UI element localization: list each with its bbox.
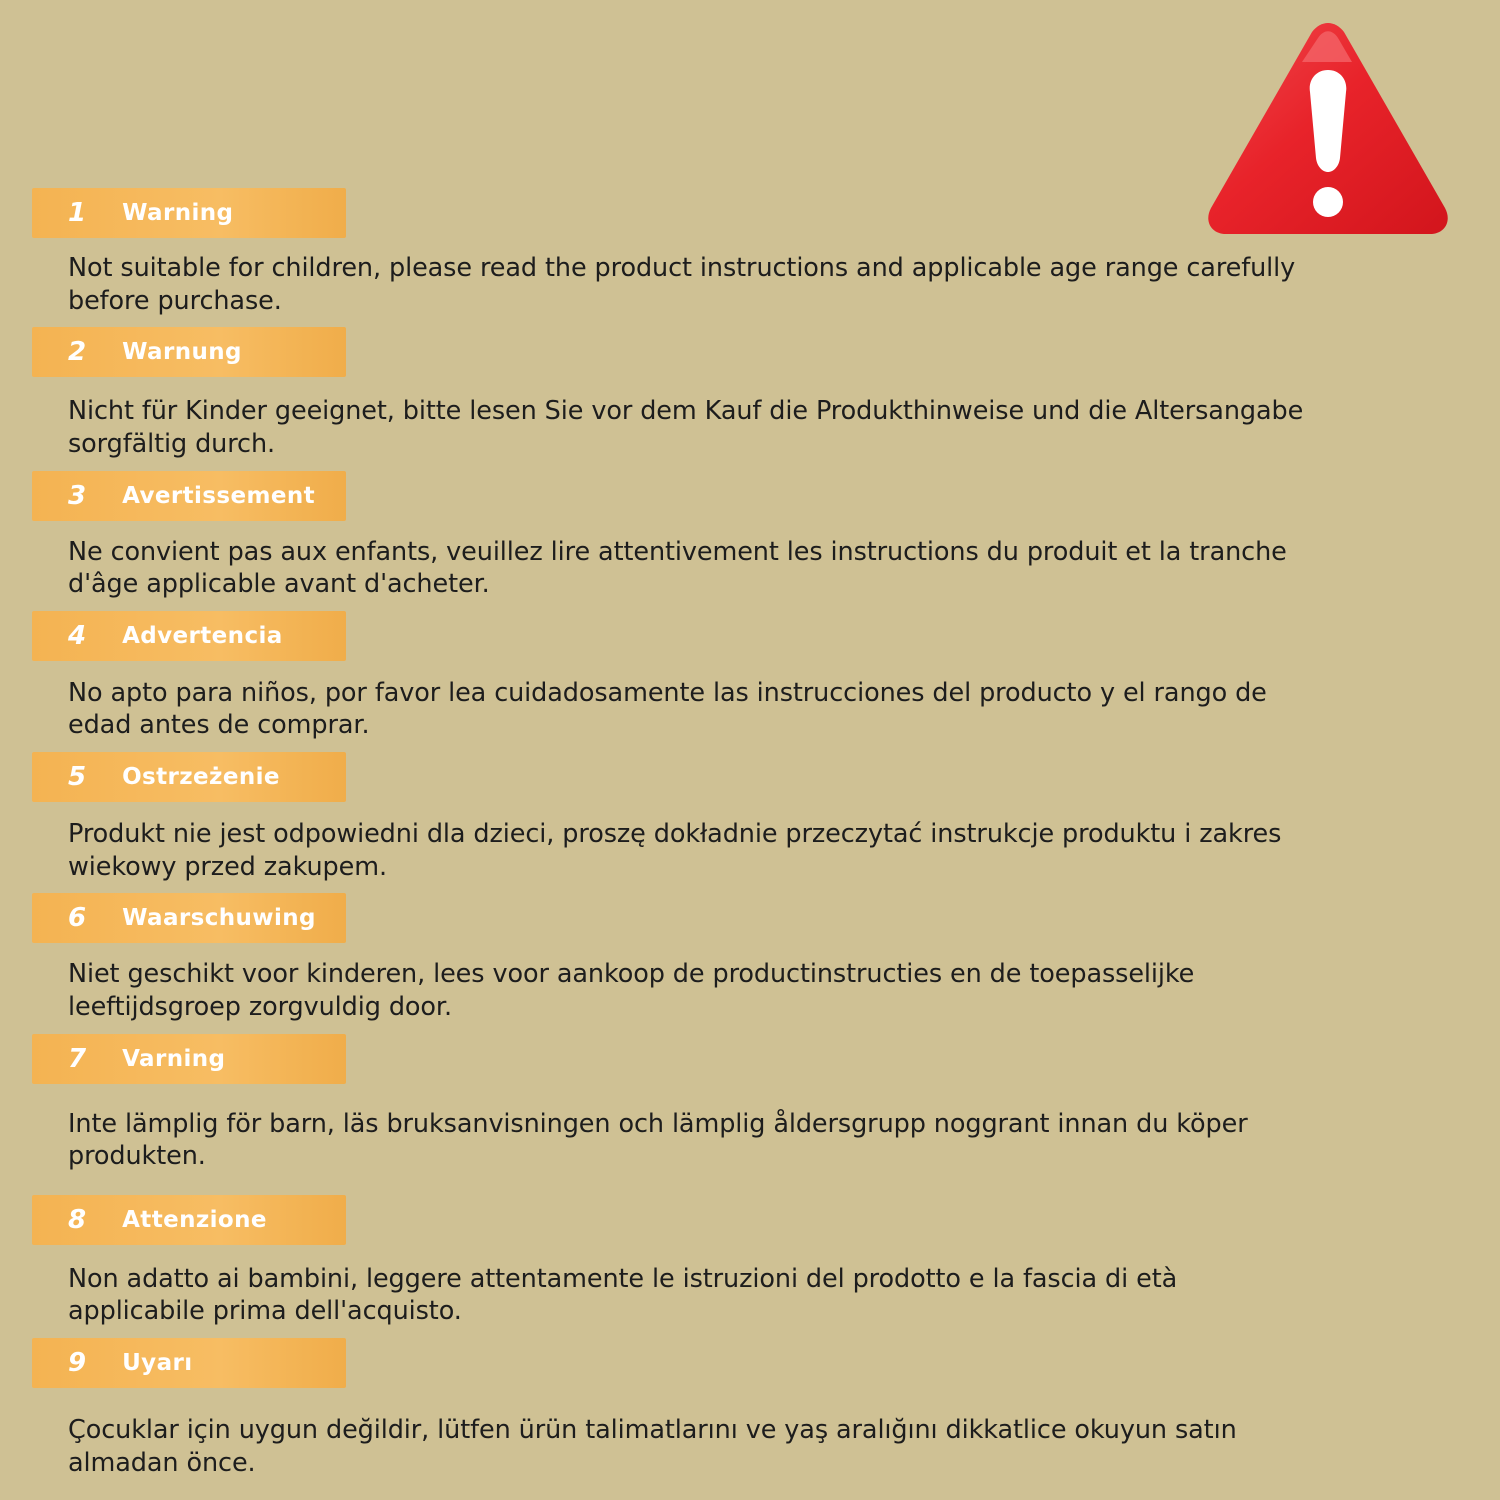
warning-block-6 <box>32 893 1322 1033</box>
warning-text-2: Nicht für Kinder geeignet, bitte lesen Sie vor dem Kauf die Produkthinweise und die Altersangabe sorgfältig durch. <box>68 396 1304 459</box>
warning-block-3 <box>32 471 1322 611</box>
warning-language-5: Ostrzeżenie <box>122 764 280 790</box>
warning-text-5: Produkt nie jest odpowiedni dla dzieci, proszę dokładnie przeczytać instrukcje produktu i zakres wiekowy przed zakupem. <box>68 819 1282 882</box>
warning-block-7 <box>32 1034 1322 1195</box>
warning-block-1 <box>32 188 1322 327</box>
warning-label-8 <box>32 1195 346 1245</box>
warning-block-5 <box>32 752 1322 893</box>
warning-list <box>32 188 1322 1489</box>
warning-label-1 <box>32 188 346 238</box>
warning-number-3: 3 <box>68 480 87 511</box>
warning-language-2: Warnung <box>122 339 242 366</box>
warning-number-1: 1 <box>68 198 87 228</box>
warning-label-2 <box>32 327 346 377</box>
warning-text-9: Çocuklar için uygun değildir, lütfen ürün talimatlarını ve yaş aralığını dikkatlice okuyun satın almadan önce. <box>68 1415 1237 1478</box>
warning-number-4: 4 <box>68 620 87 651</box>
warning-language-3: Avertissement <box>122 482 315 509</box>
warning-number-7: 7 <box>68 1043 87 1074</box>
warning-block-4 <box>32 611 1322 752</box>
warning-label-9 <box>32 1338 346 1388</box>
warning-language-1: Warning <box>122 200 234 226</box>
warning-language-7: Varning <box>122 1045 226 1072</box>
warning-label-3 <box>32 471 346 521</box>
warning-label-7 <box>32 1034 346 1084</box>
warning-text-6: Niet geschikt voor kinderen, lees voor aankoop de productinstructies en de toepasselijke leeftijdsgroep zorgvuldig door. <box>68 959 1195 1022</box>
warning-number-5: 5 <box>68 762 87 792</box>
warning-number-2: 2 <box>68 337 87 368</box>
warning-text-4: No apto para niños, por favor lea cuidadosamente las instrucciones del producto y el rango de edad antes de comprar. <box>68 677 1267 741</box>
warning-text-3: Ne convient pas aux enfants, veuillez lire attentivement les instructions du produit et la tranche d'âge applicable avant d'acheter. <box>68 536 1287 600</box>
warning-language-9: Uyarı <box>122 1350 193 1376</box>
warning-label-4 <box>32 611 346 661</box>
warning-block-9 <box>32 1338 1322 1489</box>
warning-label-6 <box>32 893 346 943</box>
warning-text-1: Not suitable for children, please read the product instructions and applicable age range carefully before purchase. <box>68 253 1296 316</box>
warning-text-7: Inte lämplig för barn, läs bruksanvisningen och lämplig åldersgrupp noggrant innan du köper produkten. <box>68 1108 1248 1172</box>
warning-block-2 <box>32 327 1322 470</box>
warning-number-6: 6 <box>68 903 87 934</box>
warning-label-5 <box>32 752 346 802</box>
warning-language-4: Advertencia <box>122 622 283 649</box>
warning-block-8 <box>32 1195 1322 1338</box>
warning-language-8: Attenzione <box>122 1206 267 1233</box>
warning-number-8: 8 <box>68 1204 87 1235</box>
warning-number-9: 9 <box>68 1348 87 1378</box>
warning-language-6: Waarschuwing <box>122 905 316 932</box>
warning-text-8: Non adatto ai bambini, leggere attentamente le istruzioni del prodotto e la fascia di età applicabile prima dell'acquisto. <box>68 1263 1178 1327</box>
